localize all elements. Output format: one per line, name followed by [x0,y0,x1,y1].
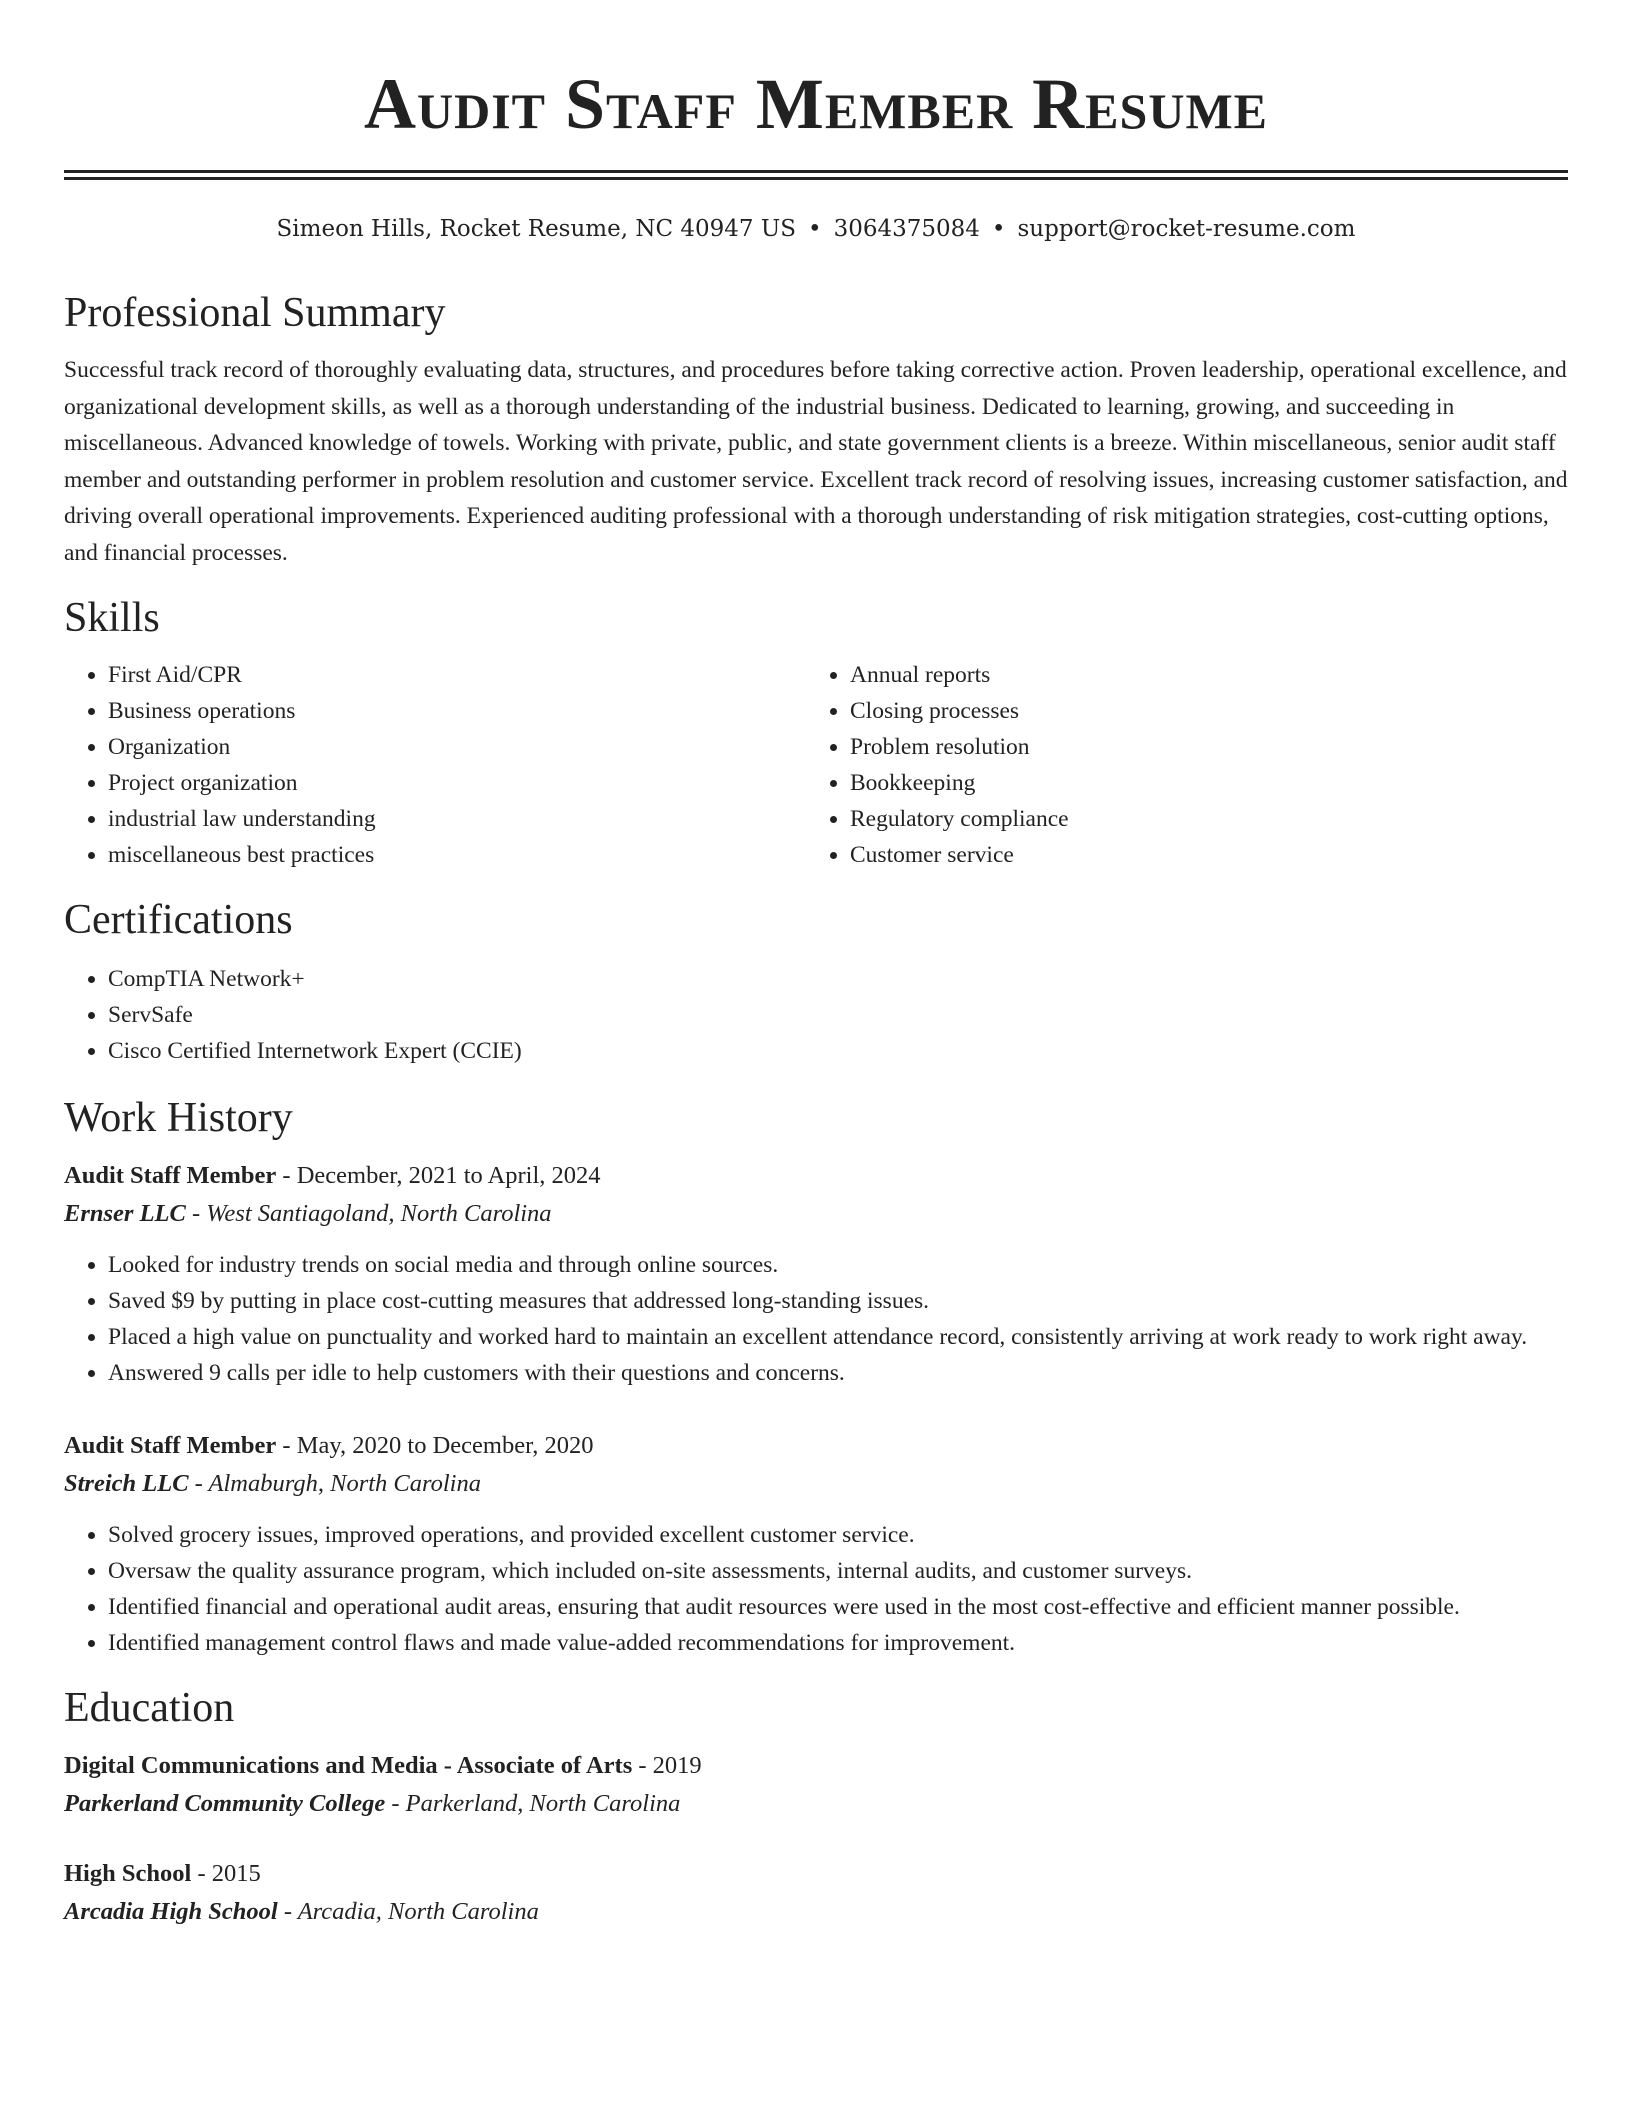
skills-right-column [806,657,1548,873]
job-bullet: • Placed a high value on punctuality and worked hard to maintain an excellent attendance record, consistently arriving at work ready to work right away. [108,1319,1568,1355]
skill-item: • industrial law understanding [108,801,806,837]
job-company-line [64,1465,1568,1503]
skill-item: • miscellaneous best practices [108,837,806,873]
job-location: - Almaburgh, North Carolina [188,1470,481,1497]
skill-item: • Customer service [850,837,1548,873]
job-title: Audit Staff Member [64,1162,277,1189]
skill-item: • Project organization [108,765,806,801]
job-bullet: • Saved $9 by putting in place cost-cutting measures that addressed long-standing issues. [108,1283,1568,1319]
school-line [64,1893,1568,1931]
job-company: Streich LLC [64,1470,189,1497]
work-history-section [64,1093,1568,1661]
skill-item: • Closing processes [850,693,1548,729]
job-bullet: • Solved grocery issues, improved operations, and provided excellent customer service. [108,1517,1568,1553]
contact-address: Simeon Hills, Rocket Resume, NC 40947 US [276,216,796,242]
education-entry [64,1855,1568,1931]
job-company: Ernser LLC [64,1200,186,1227]
skills-left-column [64,657,806,873]
job-title: Audit Staff Member [64,1432,277,1459]
job-bullet: • Looked for industry trends on social media and through online sources. [108,1247,1568,1283]
degree-line [64,1855,1568,1893]
degree-line [64,1747,1568,1785]
certification-item: • ServSafe [108,997,1568,1033]
job-title-line [64,1427,1568,1465]
skill-item: • Regulatory compliance [850,801,1548,837]
job-bullet: • Identified financial and operational audit areas, ensuring that audit resources were used in the most cost-effective and efficient manner possible. [108,1589,1568,1625]
job-entry [64,1427,1568,1661]
job-dates: - December, 2021 to April, 2024 [276,1162,601,1189]
contact-separator: • [808,216,822,242]
skill-item: • Organization [108,729,806,765]
certification-item: • CompTIA Network+ [108,961,1568,997]
skill-item: • Problem resolution [850,729,1548,765]
certifications-section [64,895,1568,1069]
degree: High School [64,1860,192,1887]
summary-heading: Professional Summary [64,290,446,336]
school-name: Parkerland Community College [64,1790,386,1817]
skill-item: • First Aid/CPR [108,657,806,693]
title-divider [64,170,1568,180]
job-bullet: • Identified management control flaws and made value-added recommendations for improvement. [108,1625,1568,1661]
school-location: - Parkerland, North Carolina [385,1790,681,1817]
job-entry [64,1157,1568,1391]
contact-email: support@rocket-resume.com [1017,216,1356,242]
education-section [64,1683,1568,1931]
job-company-line [64,1195,1568,1233]
certifications-heading: Certifications [64,897,293,943]
school-line [64,1785,1568,1823]
education-entry [64,1747,1568,1823]
education-heading: Education [64,1685,235,1731]
job-bullet: • Oversaw the quality assurance program, which included on-site assessments, internal audits, and customer surveys. [108,1553,1568,1589]
graduation-year: - 2019 [632,1752,702,1779]
skill-item: • Bookkeeping [850,765,1548,801]
contact-line [64,214,1568,244]
job-bullet: • Answered 9 calls per idle to help customers with their questions and concerns. [108,1355,1568,1391]
work-history-heading: Work History [64,1095,293,1141]
degree: Digital Communications and Media - Associate of Arts [64,1752,633,1779]
job-location: - West Santiagoland, North Carolina [185,1200,552,1227]
graduation-year: - 2015 [191,1860,261,1887]
page-title: Audit Staff Member Resume [363,64,1268,144]
contact-phone: 3064375084 [833,216,980,242]
summary-section [64,288,1568,571]
summary-text: Successful track record of thoroughly evaluating data, structures, and procedures before taking corrective action. Proven leadership, operational excellence, and organizational development skills, as well as a thorough understanding of the industrial business. Dedicated to learning, growing, and succeeding in miscellaneous. Advanced knowledge of towels. Working with private, public, and state government clients is a breeze. Within miscellaneous, senior audit staff member and outstanding performer in problem resolution and customer service. Excellent track record of resolving issues, increasing customer satisfaction, and driving overall operational improvements. Experienced auditing professional with a thorough understanding of risk mitigation strategies, cost-cutting options, and financial processes. [64,357,1568,566]
job-dates: - May, 2020 to December, 2020 [276,1432,594,1459]
skills-heading: Skills [64,595,160,641]
school-name: Arcadia High School [64,1898,278,1925]
school-location: - Arcadia, North Carolina [277,1898,539,1925]
job-title-line [64,1157,1568,1195]
skill-item: • Business operations [108,693,806,729]
certification-item: • Cisco Certified Internetwork Expert (CCIE) [108,1033,1568,1069]
skills-section [64,593,1568,873]
skill-item: • Annual reports [850,657,1548,693]
contact-separator: • [991,216,1006,242]
